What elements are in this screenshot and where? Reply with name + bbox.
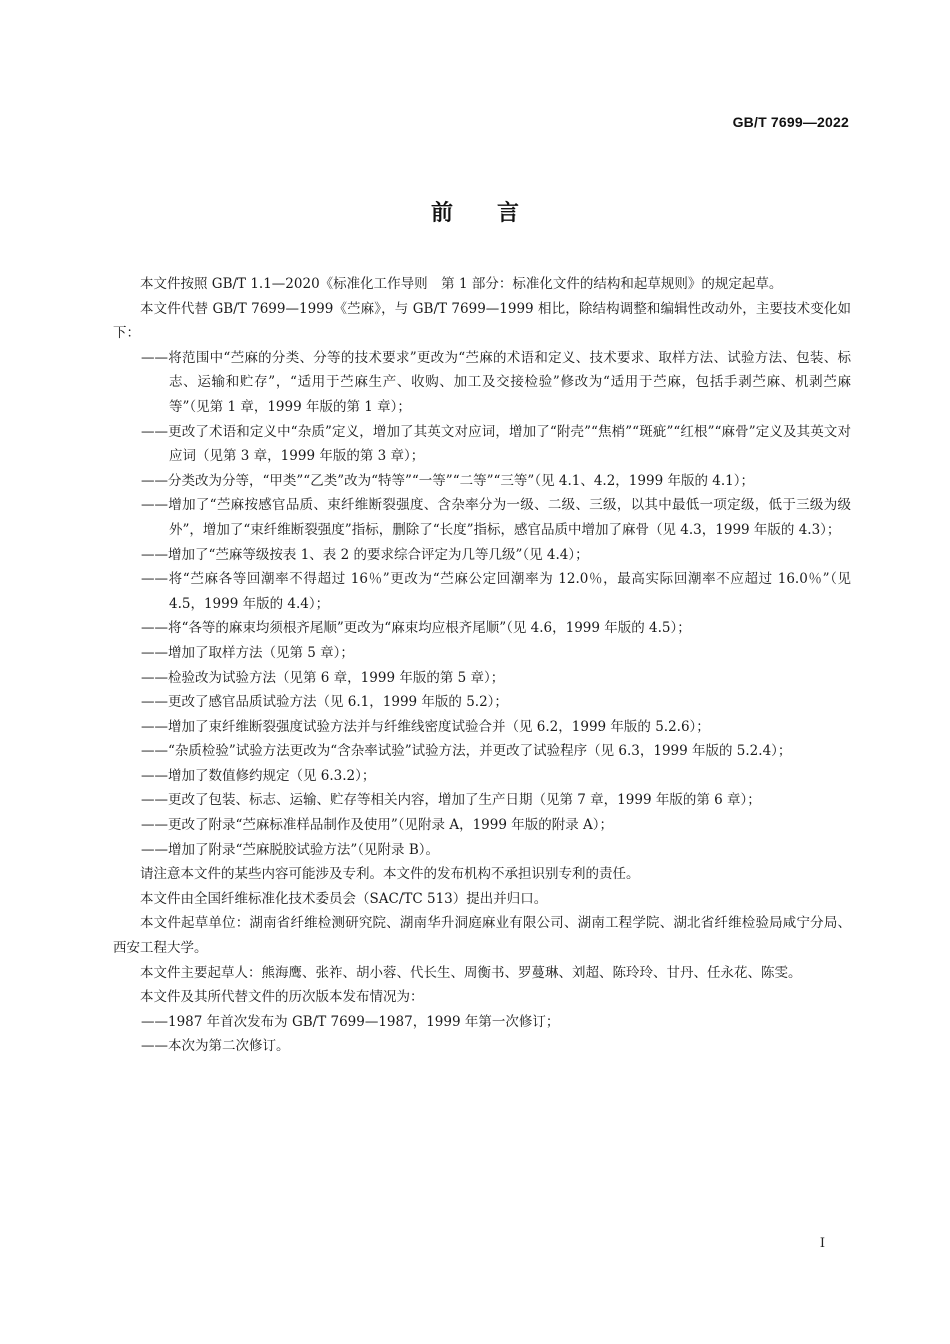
- changes-list: [113, 346, 851, 862]
- paragraph-drafting-rules: 本文件按照 GB/T 1.1—2020《标准化工作导则 第 1 部分：标准化文件的结构和起草规则》的规定起草。: [140, 276, 783, 292]
- history-list: [113, 1010, 851, 1059]
- page-number: I: [819, 1236, 825, 1251]
- list-item: ——更改了感官品质试验方法（见 6.1，1999 年版的 5.2）；: [141, 694, 508, 711]
- list-item: ——增加了束纤维断裂强度试验方法并与纤维线密度试验合并（见 6.2，1999 年版的 5.2.6）；: [141, 718, 710, 735]
- list-item: ——“杂质检验”试验方法更改为“含杂率试验”试验方法，并更改了试验程序（见 6.3，1999 年版的 5.2.4）；: [141, 743, 792, 760]
- list-item: ——将范围中“苎麻的分类、分等的技术要求”更改为“苎麻的术语和定义、技术要求、取样方法、试验方法、包装、标志、运输和贮存”，“适用于苎麻生产、收购、加工及交接检验”修改为“适用于苎麻，包括手剥苎麻、机剥苎麻等”（见第 1 章，1999 年版的第 1 章）；: [141, 349, 851, 415]
- list-item: ——更改了附录“苎麻标准样品制作及使用”（见附录 A，1999 年版的附录 A）；: [141, 817, 614, 834]
- list-item: ——更改了包装、标志、运输、贮存等相关内容，增加了生产日期（见第 7 章，1999 年版的第 6 章）；: [141, 792, 761, 809]
- list-item: ——增加了取样方法（见第 5 章）；: [141, 644, 354, 661]
- paragraph-drafters: 本文件主要起草人：熊海鹰、张祚、胡小蓉、代长生、周衡书、罗蔓琳、刘超、陈玲玲、甘丹、任永花、陈雯。: [140, 964, 802, 981]
- list-item: ——将“苎麻各等回潮率不得超过 16％”更改为“苎麻公定回潮率为 12.0％，最高实际回潮率不应超过 16.0％”（见 4.5，1999 年版的 4.4）；: [141, 571, 851, 612]
- list-item: ——分类改为分等，“甲类”“乙类”改为“特等”“一等”“二等”“三等”（见 4.1、4.2，1999 年版的 4.1）；: [141, 472, 754, 489]
- list-item: ——增加了“苎麻等级按表 1、表 2 的要求综合评定为几等几级”（见 4.4）；: [141, 546, 589, 563]
- paragraph-committee: 本文件由全国纤维标准化技术委员会（SAC/TC 513）提出并归口。: [140, 890, 548, 907]
- list-item: ——增加了数值修约规定（见 6.3.2）；: [141, 767, 376, 784]
- paragraph-drafting-units: 本文件起草单位：湖南省纤维检测研究院、湖南华升洞庭麻业有限公司、湖南工程学院、湖北省纤维检验局咸宁分局、西安工程大学。: [113, 915, 851, 957]
- document-body: [113, 272, 851, 1059]
- list-item: ——本次为第二次修订。: [141, 1038, 290, 1055]
- list-item: ——增加了“苎麻按感官品质、束纤维断裂强度、含杂率分为一级、二级、三级，以其中最低一项定级，低于三级为级外”，增加了“束纤维断裂强度”指标，删除了“长度”指标，感官品质中增加了麻骨（见 4.3，1999 年版的 4.3）；: [141, 497, 851, 538]
- list-item: ——增加了附录“苎麻脱胶试验方法”（见附录 B）。: [141, 841, 440, 858]
- list-item: ——将“各等的麻束均须根齐尾顺”更改为“麻束均应根齐尾顺”（见 4.6，1999 年版的 4.5）；: [141, 620, 691, 637]
- paragraph-history-intro: 本文件及其所代替文件的历次版本发布情况为：: [140, 989, 424, 1006]
- list-item: ——1987 年首次发布为 GB/T 7699—1987，1999 年第一次修订；: [141, 1013, 560, 1030]
- list-item: ——更改了术语和定义中“杂质”定义，增加了其英文对应词，增加了“附壳”“焦梢”“斑疵”“红根”“麻骨”定义及其英文对应词（见第 3 章，1999 年版的第 3 章）；: [141, 423, 851, 465]
- page-title: 前言: [430, 201, 563, 226]
- paragraph-patent-notice: 请注意本文件的某些内容可能涉及专利。本文件的发布机构不承担识别专利的责任。: [140, 866, 640, 883]
- list-item: ——检验改为试验方法（见第 6 章，1999 年版的第 5 章）；: [141, 669, 505, 686]
- document-code: GB/T 7699—2022: [732, 114, 849, 130]
- paragraph-replacement: 本文件代替 GB/T 7699—1999《苎麻》，与 GB/T 7699—1999 相比，除结构调整和编辑性改动外，主要技术变化如下：: [113, 300, 851, 342]
